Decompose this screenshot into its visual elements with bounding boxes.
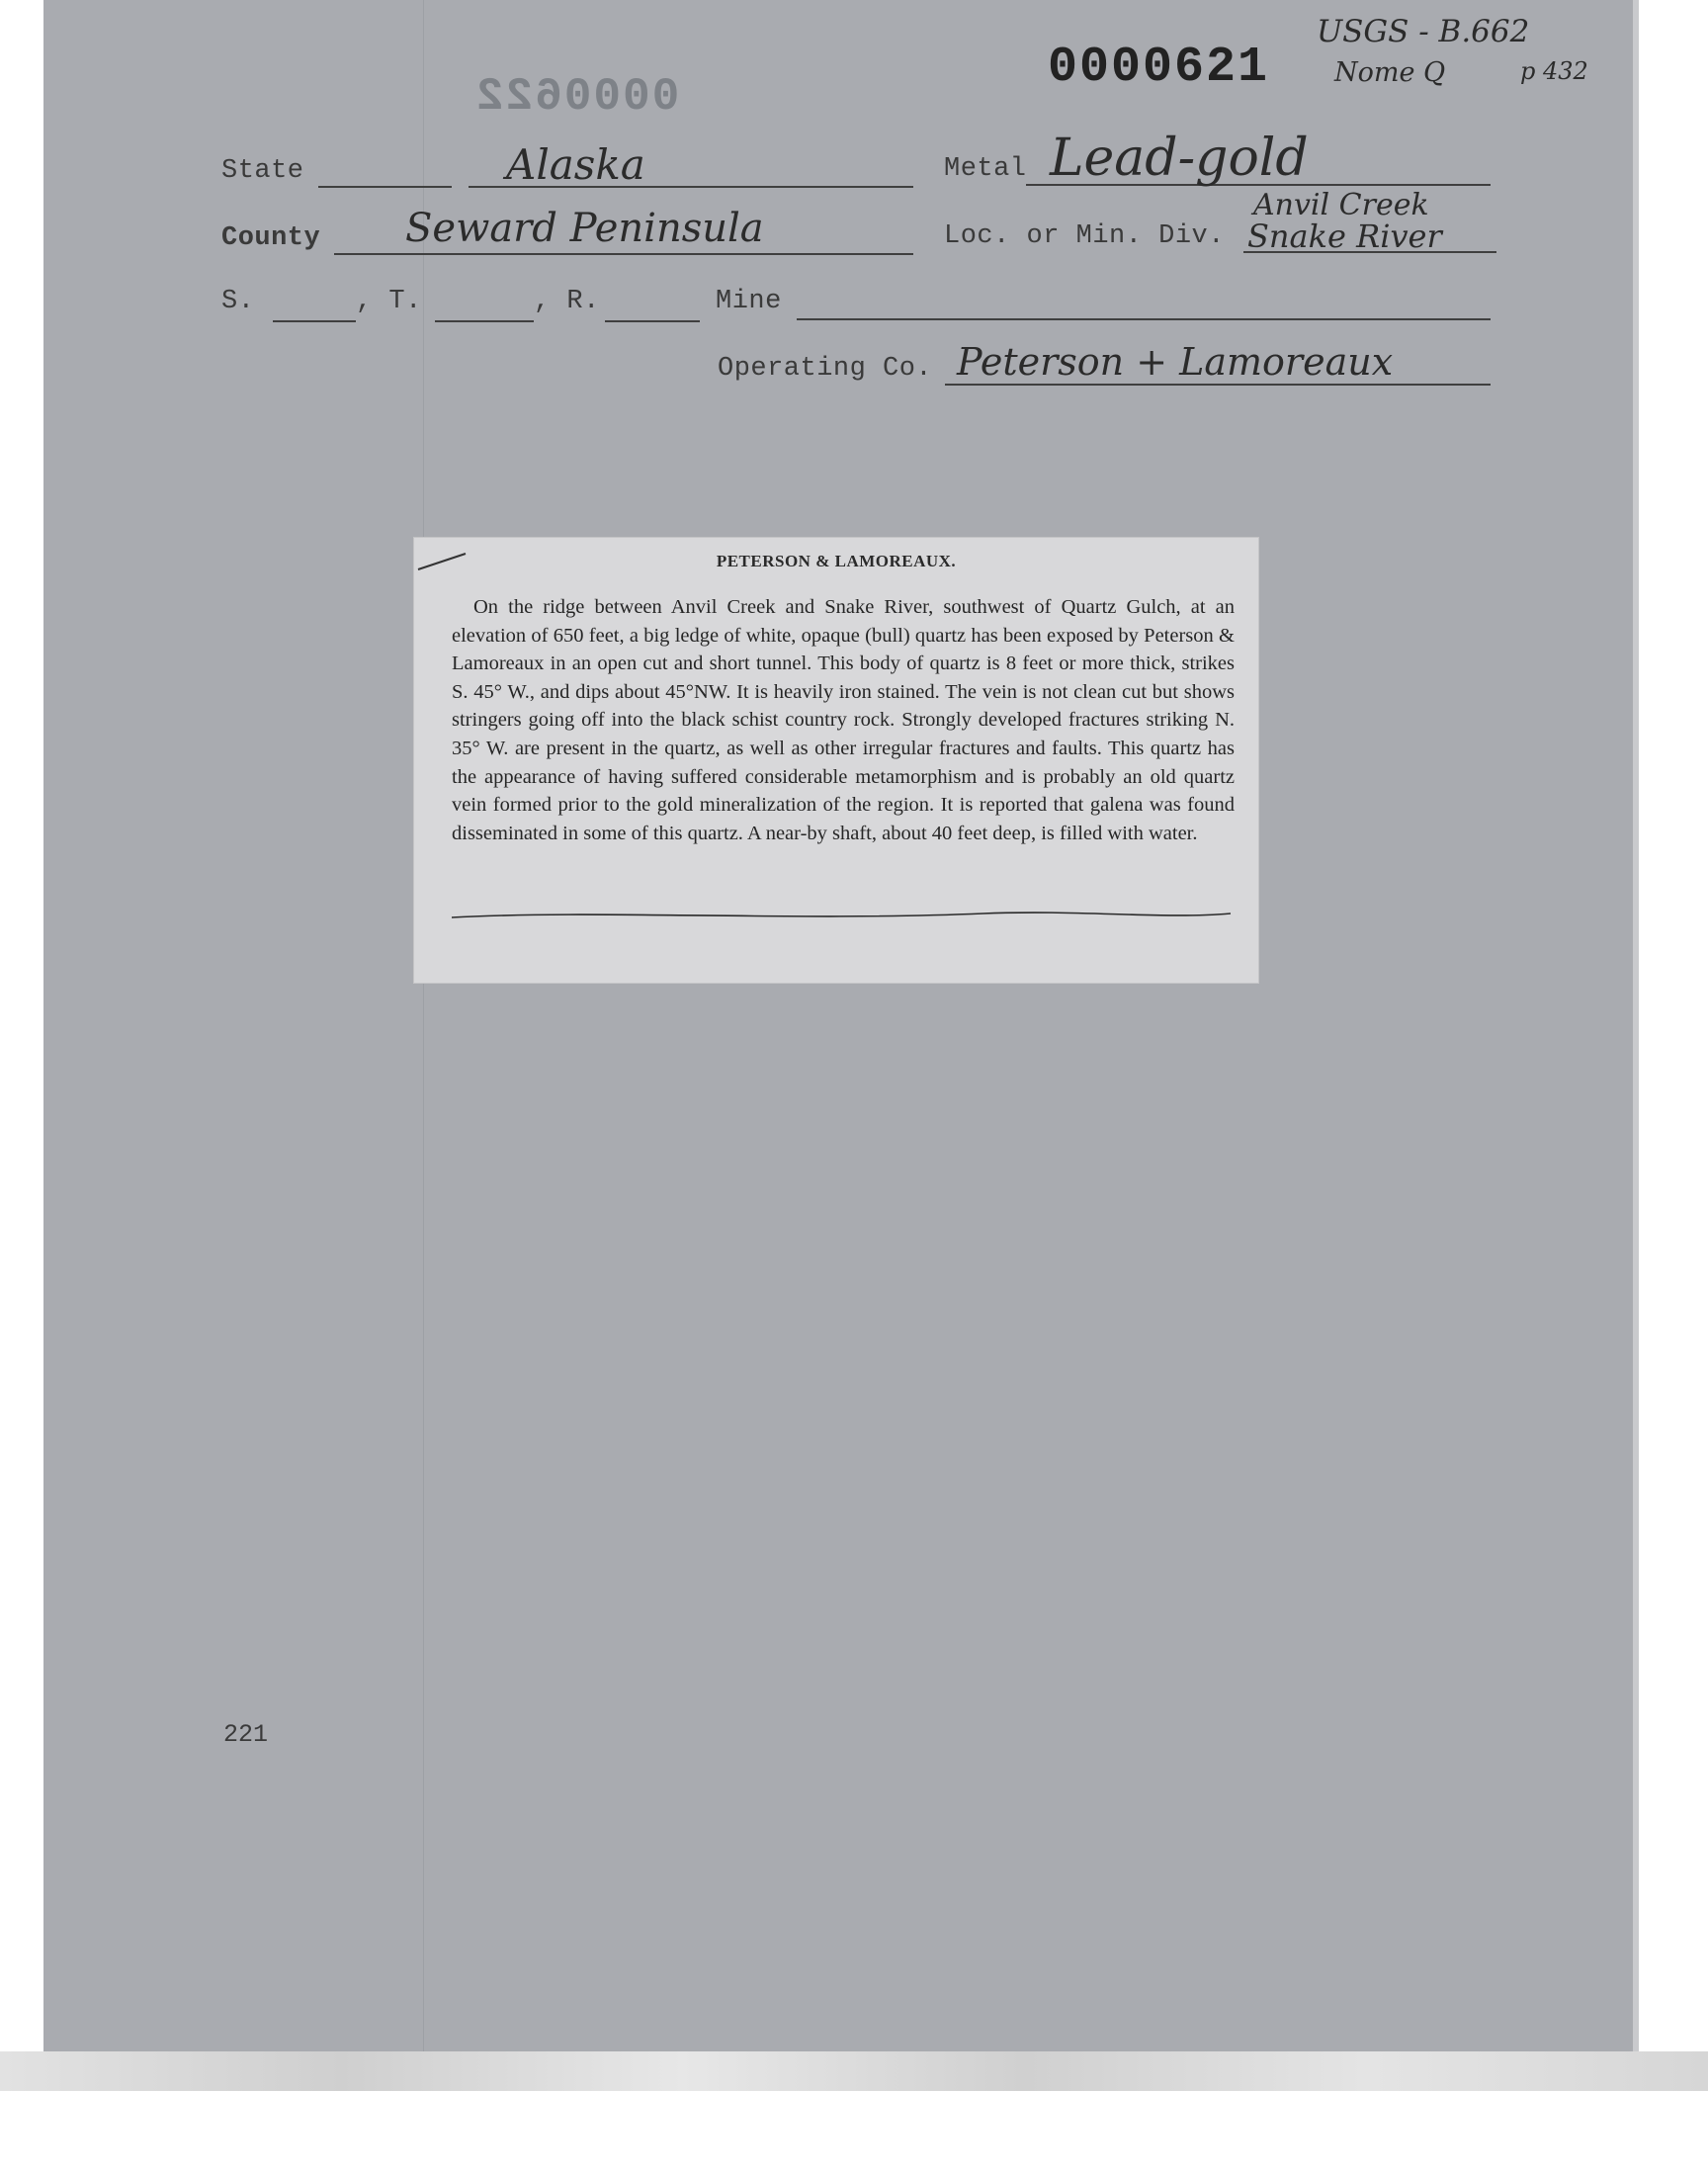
page-number: 221: [223, 1720, 269, 1749]
operating-rule: [945, 384, 1491, 386]
loc-value-line1: Anvil Creek: [1253, 188, 1429, 222]
county-rule: [334, 253, 913, 255]
mine-label: Mine: [716, 287, 782, 316]
township-rule: [435, 320, 534, 322]
metal-value: Lead-gold: [1050, 129, 1309, 188]
loc-value-line2: Snake River: [1247, 218, 1442, 255]
corner-note-line2: Nome Q: [1334, 57, 1446, 88]
metal-label: Metal: [944, 154, 1027, 184]
county-label: County: [221, 223, 321, 253]
section-rule: [273, 320, 356, 322]
clipping-body: On the ridge between Anvil Creek and Snake River, southwest of Quartz Gulch, at an elevation of 650 feet, a big ledge of white, opaque (bull) quartz has been exposed by Peterson & Lamoreaux in an open cut and short tunnel. This body of quartz is 8 feet or more thick, strikes S. 45° W., and dips about 45°NW. It is heavily iron stained. The vein is not clean cut but shows stringers going off into the black schist country rock. Strongly developed fractures striking N. 35° W. are present in the quartz, as well as other irregular fractures and faults. This quartz has the appearance of having suffered considerable metamorphism and is probably an old quartz vein formed prior to the gold mineralization of the region. It is reported that galena was found disseminated in some of this quartz. A near-by shaft, about 40 feet deep, is filled with water.: [452, 596, 1235, 844]
loc-label: Loc. or Min. Div.: [944, 221, 1225, 251]
mine-rule: [797, 318, 1491, 320]
scan-band: [0, 2051, 1708, 2091]
underline-mark-icon: [450, 906, 1240, 935]
state-value: Alaska: [506, 140, 645, 189]
document-sheet: [43, 0, 1637, 2051]
ghost-doc-number: 0000622: [474, 71, 680, 123]
doc-number: 0000621: [1048, 40, 1270, 96]
corner-note-line3: p 432: [1520, 57, 1588, 85]
section-label: S.: [221, 287, 255, 316]
operating-label: Operating Co.: [718, 354, 933, 384]
county-value: Seward Peninsula: [405, 206, 764, 251]
range-rule: [605, 320, 700, 322]
operating-value: Peterson + Lamoreaux: [957, 340, 1394, 384]
sheet-edge: [1633, 0, 1639, 2051]
pasted-clipping: [413, 537, 1259, 984]
corner-note-line1: USGS - B.662: [1317, 14, 1530, 49]
range-label: , R.: [534, 287, 600, 316]
fold-line: [423, 0, 424, 2051]
state-rule-1: [318, 186, 452, 188]
clipping-title: PETERSON & LAMOREAUX.: [716, 552, 957, 570]
township-label: , T.: [356, 287, 422, 316]
state-label: State: [221, 156, 304, 186]
